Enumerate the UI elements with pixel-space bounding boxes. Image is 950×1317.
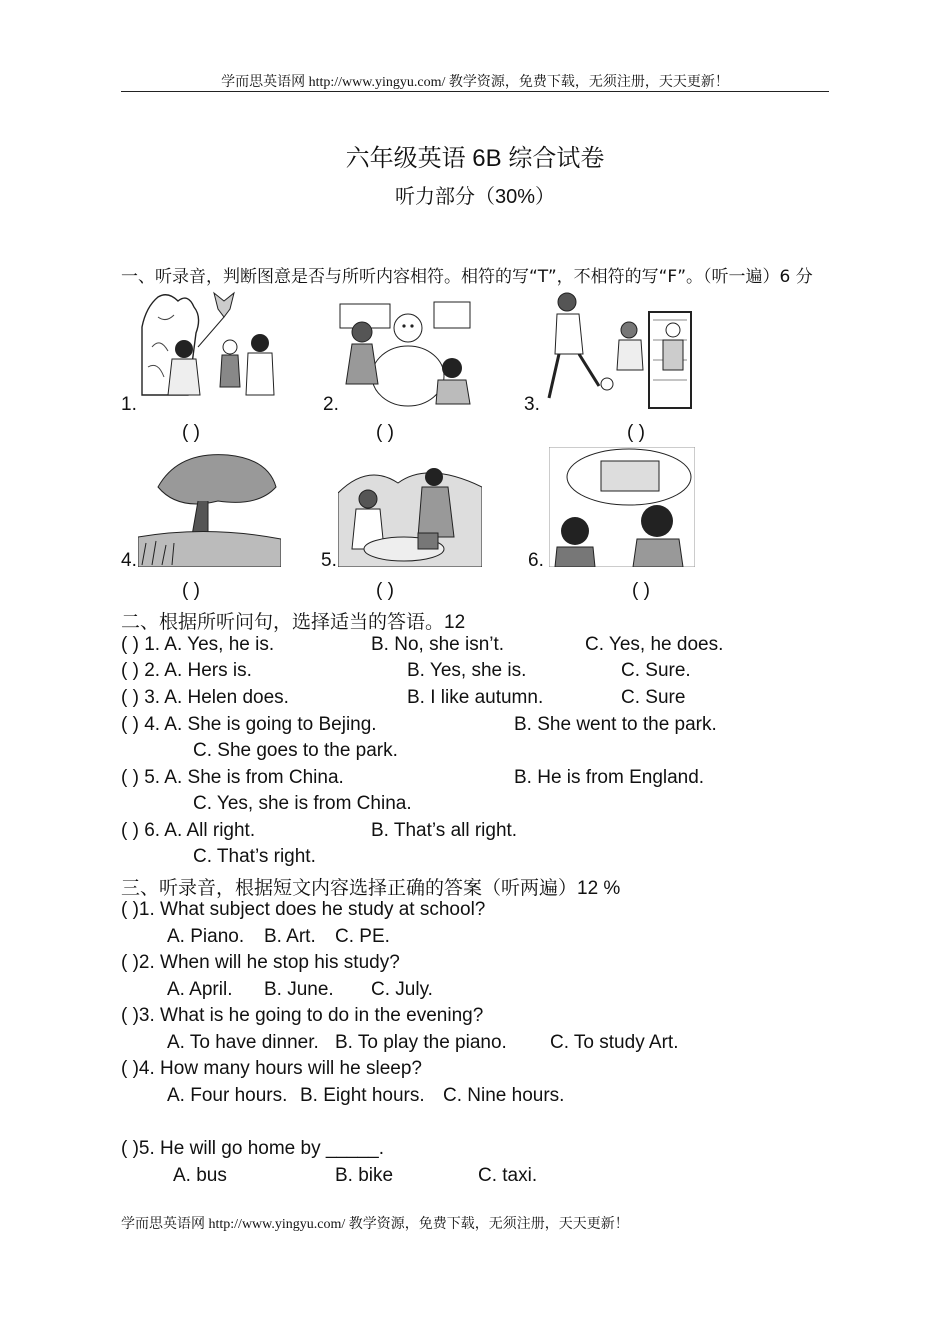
answer-blank[interactable]: ( ) xyxy=(182,422,200,443)
s2-option-b: B. Yes, she is. xyxy=(407,660,527,681)
item-number: 6. xyxy=(528,550,544,571)
letter-talk-picture-icon xyxy=(549,447,695,567)
s3-question-3: ( )3. What is he going to do in the evening? xyxy=(121,1005,484,1026)
s3-question-2: ( )2. When will he stop his study? xyxy=(121,952,400,973)
s2-option-b: B. That’s all right. xyxy=(371,820,518,841)
s2-option-c: C. That’s right. xyxy=(193,846,316,867)
s3-question-5: ( )5. He will go home by _____. xyxy=(121,1138,384,1159)
s3-option-c: C. To study Art. xyxy=(550,1032,679,1053)
section3-heading: 三、听录音，根据短文内容选择正确的答案（听两遍）12 % xyxy=(121,878,621,899)
s2-option-b: B. He is from England. xyxy=(514,767,705,788)
s3-option-a: A. To have dinner. xyxy=(167,1032,319,1053)
s3-option-a: A. bus xyxy=(173,1165,227,1186)
answer-blank[interactable]: ( ) xyxy=(376,422,394,443)
s3-option-b: B. Eight hours. xyxy=(300,1085,425,1106)
s2-question-3: ( ) 3. A. Helen does. xyxy=(121,687,289,708)
s2-option-c: C. Yes, he does. xyxy=(585,634,724,655)
s3-option-b: B. bike xyxy=(335,1165,394,1186)
s2-question-5: ( ) 5. A. She is from China. xyxy=(121,767,344,788)
s3-option-a: A. Piano. xyxy=(167,926,245,947)
item-number: 3. xyxy=(524,394,540,415)
picnic-picture-icon xyxy=(338,453,482,567)
answer-blank[interactable]: ( ) xyxy=(627,422,645,443)
s3-option-c: C. PE. xyxy=(335,926,390,947)
s3-option-a: A. Four hours. xyxy=(167,1085,288,1106)
item-number: 1. xyxy=(121,394,137,415)
answer-blank[interactable]: ( ) xyxy=(182,580,200,601)
item-number: 5. xyxy=(321,550,337,571)
s3-option-a: A. April. xyxy=(167,979,233,1000)
section2-heading: 二、根据所听问句，选择适当的答语。12 xyxy=(121,612,466,633)
s3-option-b: B. June. xyxy=(264,979,334,1000)
s3-option-c: C. July. xyxy=(371,979,433,1000)
s2-question-4: ( ) 4. A. She is going to Bejing. xyxy=(121,714,377,735)
s2-option-b: B. She went to the park. xyxy=(514,714,717,735)
page-title: 六年级英语 6B 综合试卷 xyxy=(345,145,605,172)
item-number: 2. xyxy=(323,394,339,415)
page-subtitle: 听力部分（30%） xyxy=(394,186,556,208)
s3-question-4: ( )4. How many hours will he sleep? xyxy=(121,1058,422,1079)
page-header: 学而思英语网 http://www.yingyu.com/ 教学资源，免费下载，无须注册，天天更新！ xyxy=(221,75,729,90)
s2-option-b: B. No, she isn’t. xyxy=(371,634,505,655)
kite-flying-picture-icon xyxy=(138,287,278,397)
windy-tree-picture-icon xyxy=(138,447,281,567)
s2-option-b: B. I like autumn. xyxy=(407,687,544,708)
item-number: 4. xyxy=(121,550,137,571)
answer-blank[interactable]: ( ) xyxy=(632,580,650,601)
s2-question-6: ( ) 6. A. All right. xyxy=(121,820,256,841)
section1-heading: 一、听录音，判断图意是否与所听内容相符。相符的写“T”，不相符的写“F”。（听一遍）6 分 xyxy=(121,267,813,287)
answer-blank[interactable]: ( ) xyxy=(376,580,394,601)
s2-option-c: C. Sure xyxy=(621,687,686,708)
s3-question-1: ( )1. What subject does he study at school? xyxy=(121,899,486,920)
s3-option-b: B. To play the piano. xyxy=(335,1032,507,1053)
s2-option-c: C. Yes, she is from China. xyxy=(193,793,412,814)
s2-option-c: C. Sure. xyxy=(621,660,691,681)
s3-option-c: C. Nine hours. xyxy=(443,1085,565,1106)
s2-question-1: ( ) 1. A. Yes, he is. xyxy=(121,634,275,655)
s2-question-2: ( ) 2. A. Hers is. xyxy=(121,660,252,681)
s3-option-c: C. taxi. xyxy=(478,1165,538,1186)
page-footer: 学而思英语网 http://www.yingyu.com/ 教学资源，免费下载，无须注册，天天更新！ xyxy=(121,1217,629,1232)
s3-option-b: B. Art. xyxy=(264,926,316,947)
s2-option-c: C. She goes to the park. xyxy=(193,740,398,761)
header-divider xyxy=(121,91,829,92)
football-picture-icon xyxy=(545,290,695,410)
snowman-picture-icon xyxy=(338,298,474,408)
